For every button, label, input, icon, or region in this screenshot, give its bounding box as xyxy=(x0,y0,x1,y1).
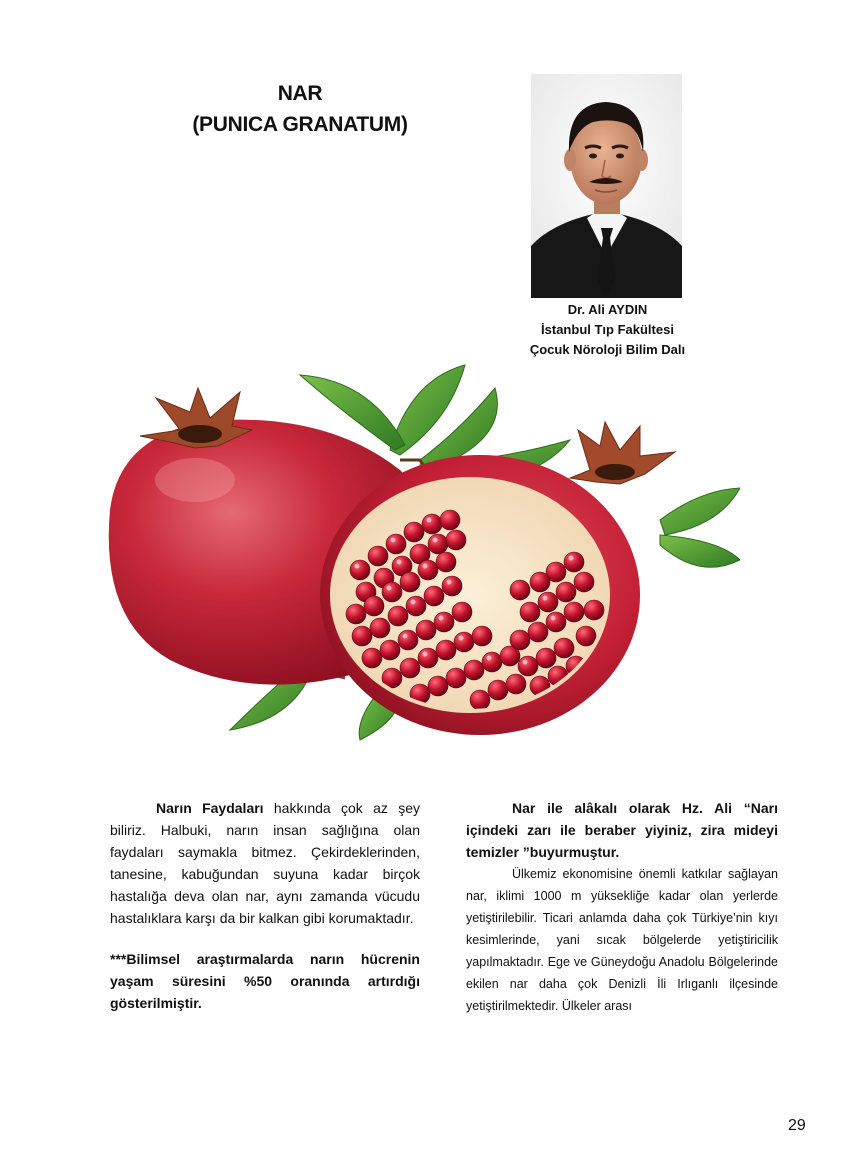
author-info xyxy=(505,300,710,360)
author-photo xyxy=(531,74,682,298)
right-paragraph-2: Ülkemiz ekonomisine önemli katkılar sağlayan nar, iklimi 1000 m yüksekliğe kadar olan yerlerde yetiştirilebilir. Ticari anlamda daha çok Türkiye’nin kıyı kesimlerinde, yani sıcak bölgelerde yetiştiricilik yapılmaktadır. Ege ve Güneydoğu Anadolu Bölgelerinde ekilen nar daha çok Denizli İli Irlıganlı ilçesinde yetiştirilmektedir. Ülkeler arası xyxy=(466,867,778,1013)
author-name: Dr. Ali AYDIN xyxy=(567,302,648,317)
portrait-illustration xyxy=(531,74,682,298)
title-line-2: (PUNICA GRANATUM) xyxy=(192,113,408,136)
pomegranate-illustration xyxy=(100,360,740,752)
page-number: 29 xyxy=(788,1117,806,1134)
author-department: Çocuk Nöroloji Bilim Dalı xyxy=(529,342,686,357)
left-paragraph-1 xyxy=(110,797,420,929)
author-institution: İstanbul Tıp Fakültesi xyxy=(541,322,674,337)
benefits-heading: Narın Faydaları xyxy=(156,800,264,816)
left-paragraph-2: ***Bilimsel araştırmalarda narın hücrenin yaşam süresini %50 oranında artırdığı gösterilmiştir. xyxy=(110,951,420,1011)
title-line-1: NAR xyxy=(277,82,323,105)
right-column xyxy=(466,797,778,1017)
left-paragraph-1-text: hakkında çok az şey biliriz. Halbuki, narın insan sağlığına olan faydaları saymakla bitmez. Çekirdeklerinden, tanesine, kabuğundan suyuna kadar birçok hastalığa deva olan nar, aynı zamanda vücudu hastalıklara karşı da bir kalkan gibi korumaktadır. xyxy=(110,800,420,926)
pomegranate-image xyxy=(100,360,740,752)
right-paragraph-1: Nar ile alâkalı olarak Hz. Ali “Narı içindeki zarı ile beraber yiyiniz, zira mideyi temizler ”buyurmuştur. xyxy=(466,800,778,860)
page-title xyxy=(150,78,450,140)
left-column xyxy=(110,797,420,1014)
